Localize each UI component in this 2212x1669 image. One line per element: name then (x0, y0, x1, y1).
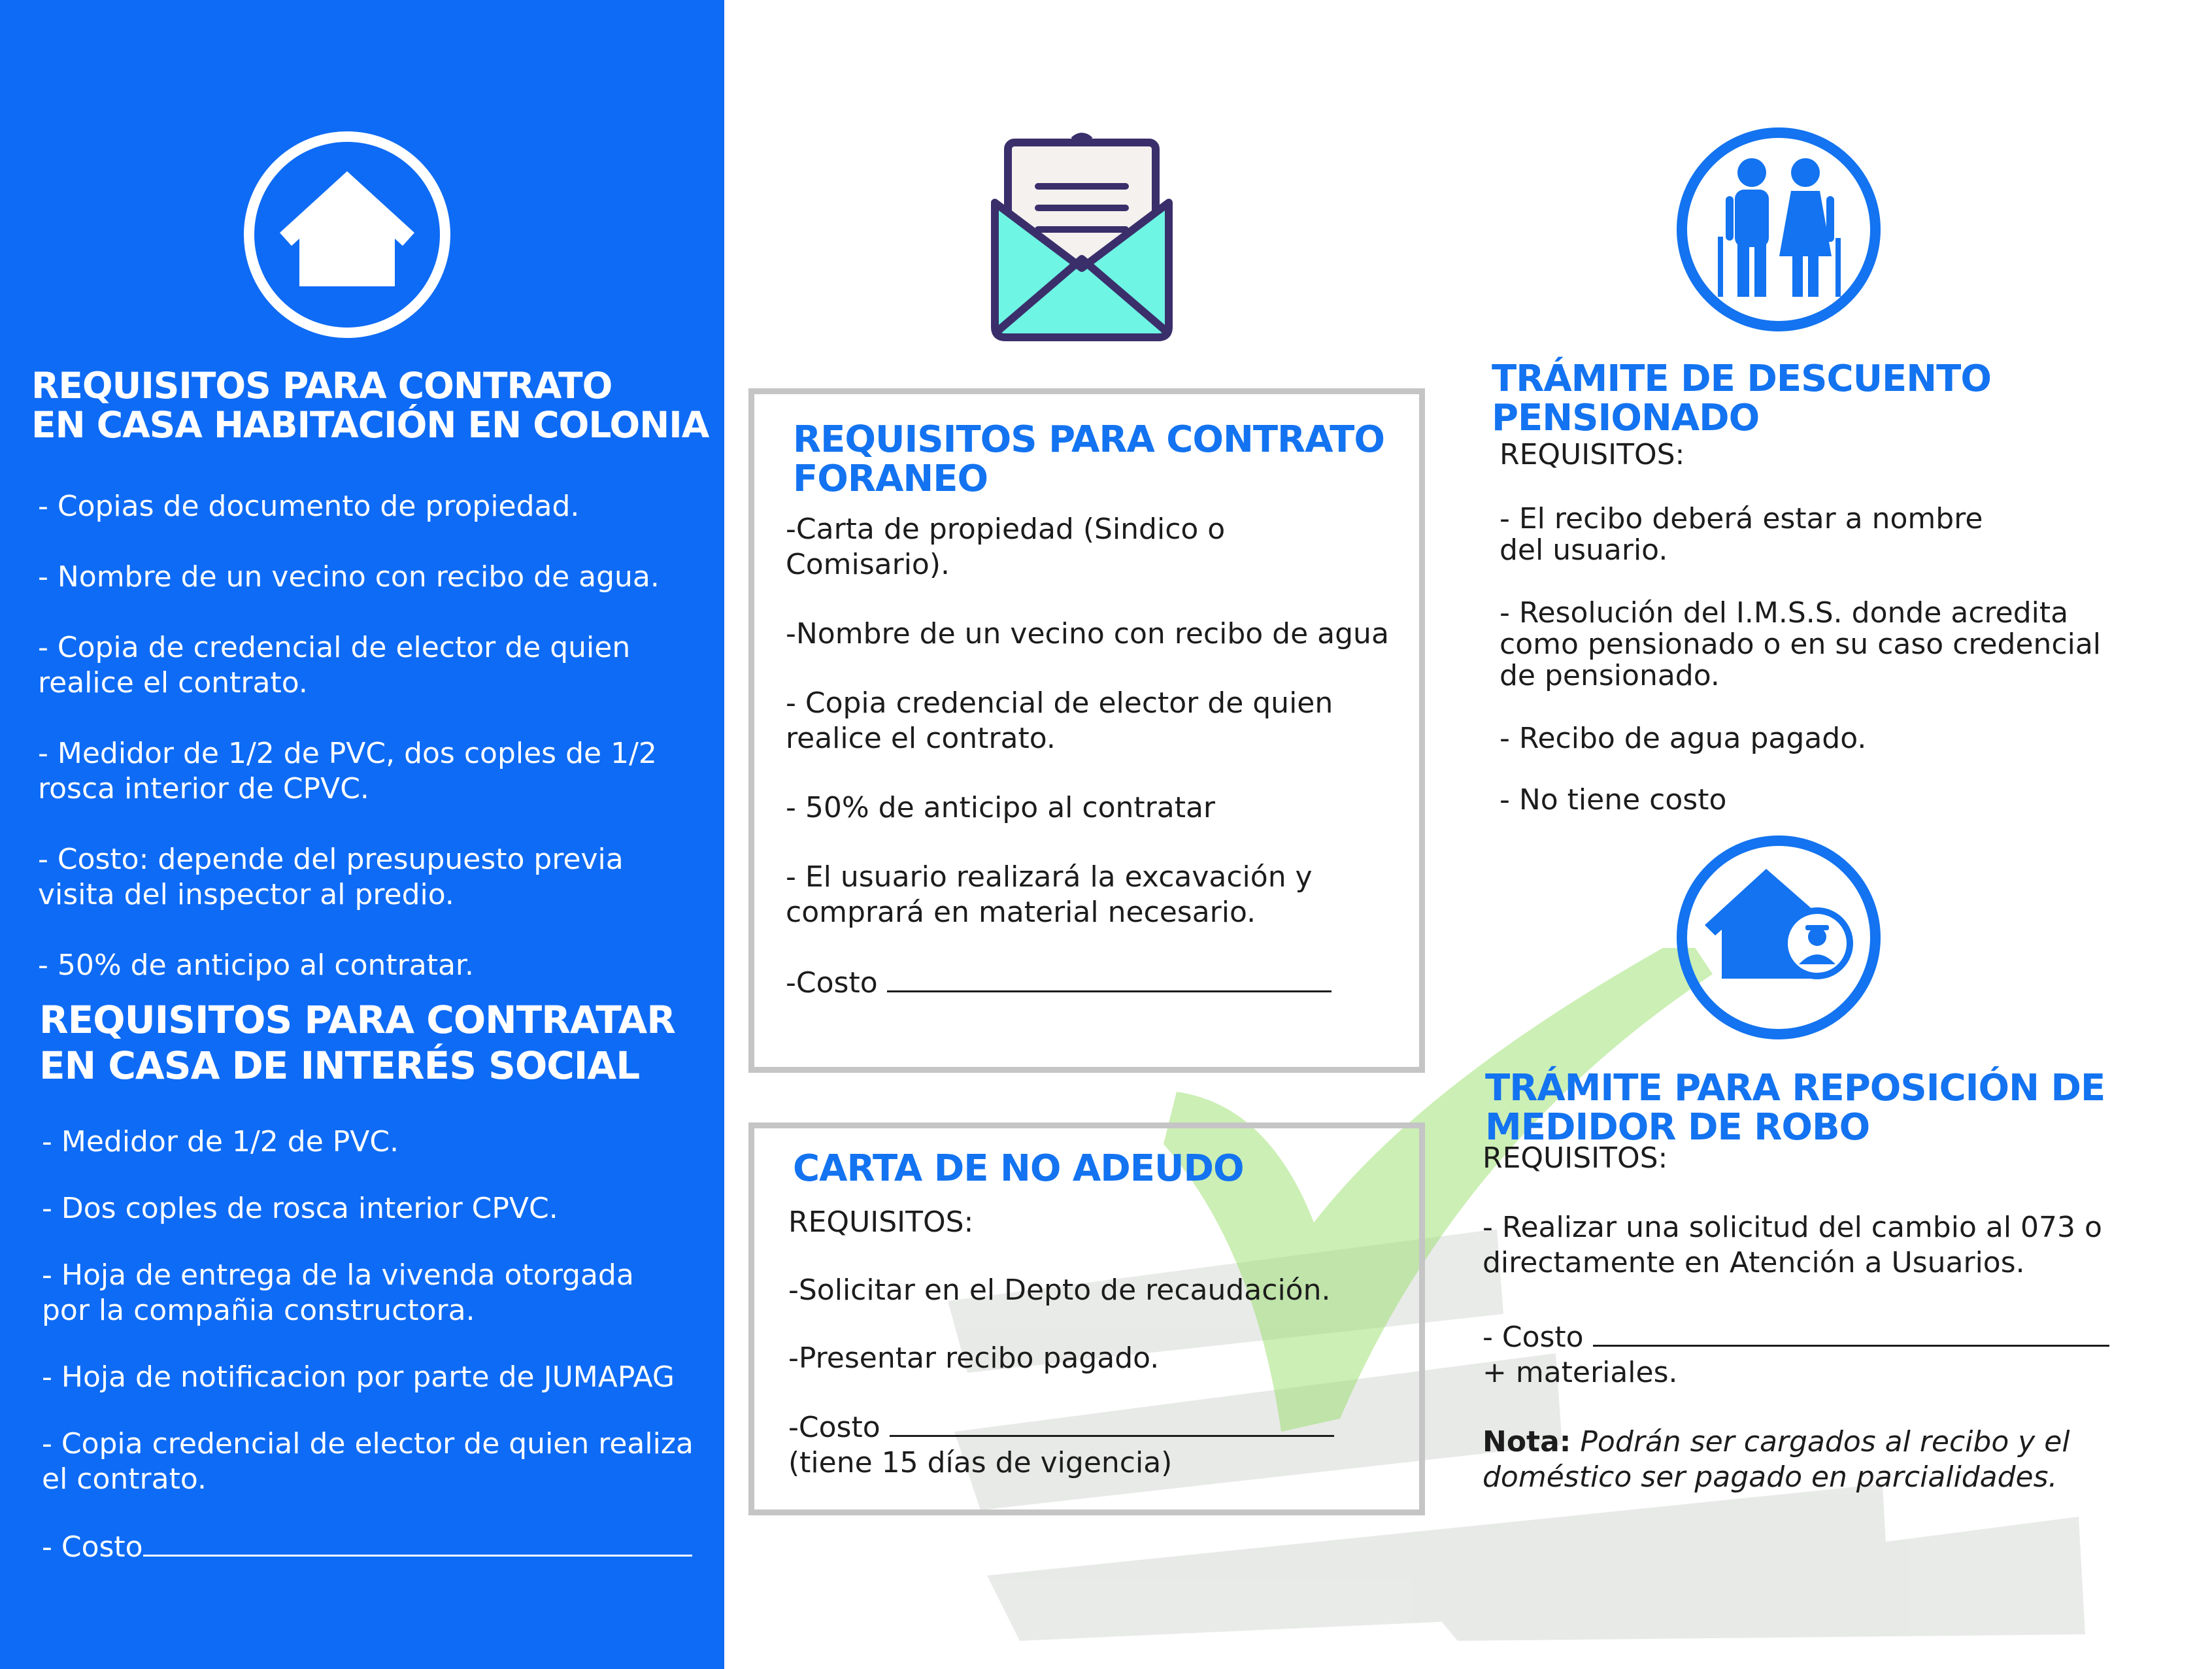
list-item: -Nombre de un vecino con recibo de agua (786, 617, 1389, 650)
reposicion-title-line1: TRÁMITE PARA REPOSICIÓN DE (1485, 1067, 2105, 1109)
list-item: - Recibo de agua pagado. (1500, 722, 1867, 755)
list-item: - Copias de documento de propiedad. (38, 490, 580, 523)
cost-line (42, 1528, 715, 1565)
list-item: - Nombre de un vecino con recibo de agua. (38, 560, 660, 594)
cost-line (786, 964, 1413, 1001)
list-item: -Presentar recibo pagado. (788, 1341, 1160, 1375)
section2-list (42, 1124, 715, 1565)
note-label: Nota: (1483, 1425, 1571, 1458)
descuento-title-line2: PENSIONADO (1492, 397, 1760, 439)
note-text-1: Podrán ser cargados al recibo y el (1580, 1425, 2070, 1458)
foraneo-title-line2: FORANEO (793, 458, 988, 500)
foraneo-title (793, 420, 1384, 499)
cost-line (1483, 1319, 2195, 1355)
house-icon (243, 131, 451, 339)
descuento-title-line1: TRÁMITE DE DESCUENTO (1492, 358, 1991, 400)
list-item: - Resolución del I.M.S.S. donde acredita (1500, 596, 2069, 630)
section1-title (31, 366, 709, 445)
elderly-couple-icon (1675, 126, 1883, 333)
requirements-label: REQUISITOS: (1483, 1141, 1668, 1175)
list-item: (tiene 15 días de vigencia) (788, 1446, 1173, 1479)
list-item: del usuario. (1500, 533, 1668, 567)
list-item: - Dos coples de rosca interior CPVC. (42, 1192, 558, 1225)
list-item: - Medidor de 1/2 de PVC. (42, 1125, 399, 1158)
reposicion-list (1483, 1141, 2195, 1495)
list-item: - Costo: depende del presupuesto previa (38, 843, 624, 876)
list-item: visita del inspector al predio. (38, 878, 454, 911)
list-item: -Solicitar en el Depto de recaudación. (788, 1273, 1331, 1307)
list-item: + materiales. (1483, 1356, 1678, 1389)
cost-blank (1593, 1319, 2109, 1347)
list-item: - Medidor de 1/2 de PVC, dos coples de 1/2 (38, 737, 657, 770)
reposicion-title (1485, 1069, 2105, 1147)
reposicion-title-line2: MEDIDOR DE ROBO (1485, 1106, 1870, 1149)
cost-blank (890, 1409, 1334, 1437)
list-item: - Realizar una solicitud del cambio al 073 o (1483, 1211, 2102, 1244)
list-item: - El usuario realizará la excavación y (786, 860, 1313, 894)
cost-blank (143, 1528, 692, 1557)
list-item: -Carta de propiedad (Sindico o (786, 513, 1226, 546)
section2-title-line1: REQUISITOS PARA CONTRATAR (39, 998, 675, 1042)
house-thief-icon (1675, 834, 1883, 1041)
list-item: - 50% de anticipo al contratar. (38, 949, 474, 982)
note-text-2: doméstico ser pagado en parcialidades. (1483, 1460, 2058, 1494)
list-item: realice el contrato. (786, 722, 1056, 755)
list-item: - Copia credencial de elector de quien realiza (42, 1427, 694, 1460)
list-item: - El recibo deberá estar a nombre (1500, 502, 1983, 535)
list-item: - Hoja de entrega de la vivenda otorgada (42, 1258, 634, 1292)
section1-title-line1: REQUISITOS PARA CONTRATO (31, 365, 612, 407)
cost-label: - Costo (1483, 1321, 1584, 1354)
cost-label: - Costo (42, 1530, 143, 1564)
list-item: el contrato. (42, 1462, 207, 1496)
requirements-label: REQUISITOS: (788, 1205, 974, 1239)
note-line1 (1483, 1425, 2195, 1460)
cost-label: -Costo (788, 1411, 880, 1444)
list-item: rosca interior de CPVC. (38, 772, 369, 805)
list-item: - No tiene costo (1500, 783, 1727, 817)
list-item: Comisario). (786, 548, 950, 581)
cost-label: -Costo (786, 966, 878, 1000)
list-item: comprará en material necesario. (786, 896, 1256, 929)
section2-title (39, 997, 675, 1088)
list-item: - Copia de credencial de elector de quien (38, 631, 631, 664)
foraneo-title-line1: REQUISITOS PARA CONTRATO (793, 418, 1384, 461)
cost-blank (887, 964, 1332, 992)
descuento-title (1492, 360, 1991, 438)
section2-title-line2: EN CASA DE INTERÉS SOCIAL (39, 1043, 640, 1088)
list-item: realice el contrato. (38, 666, 308, 700)
section1-title-line2: EN CASA HABITACIÓN EN COLONIA (31, 404, 709, 446)
list-item: como pensionado o en su caso credencial (1500, 628, 2102, 661)
adeudo-title: CARTA DE NO ADEUDO (793, 1147, 1244, 1190)
list-item: - Copia credencial de elector de quien (786, 686, 1333, 720)
list-item: directamente en Atención a Usuarios. (1483, 1246, 2025, 1279)
requirements-label: REQUISITOS: (1500, 438, 1685, 471)
adeudo-list (788, 1205, 1416, 1481)
foraneo-list (786, 512, 1413, 1001)
envelope-letter-icon (987, 131, 1177, 343)
list-item: de pensionado. (1500, 659, 1720, 692)
list-item: - 50% de anticipo al contratar (786, 791, 1215, 824)
note-line2 (1483, 1460, 2195, 1495)
cost-line (788, 1409, 1416, 1445)
descuento-list (1500, 439, 2192, 816)
list-item: por la compañia constructora. (42, 1294, 475, 1327)
list-item: - Hoja de notificacion por parte de JUMAPAG (42, 1360, 675, 1394)
section1-list (38, 489, 705, 983)
